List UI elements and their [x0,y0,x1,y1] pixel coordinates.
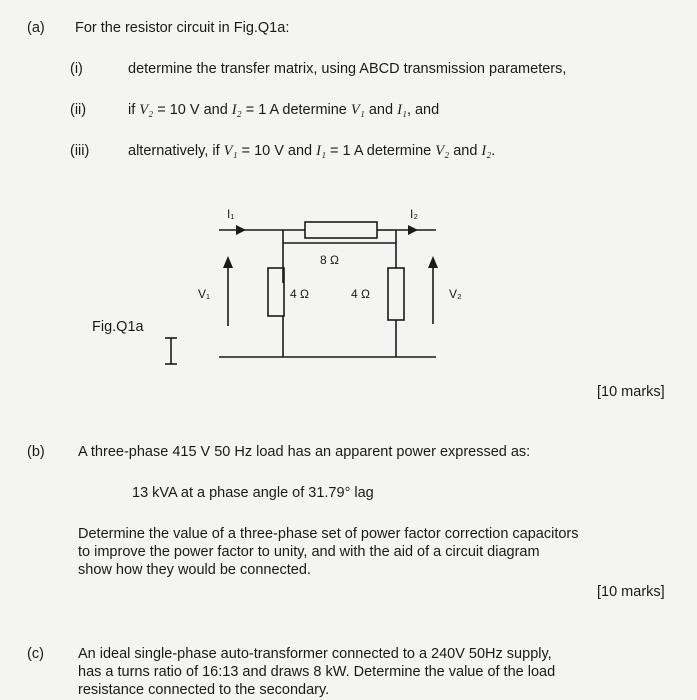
part-b-line-2: to improve the power factor to unity, and with the aid of a circuit diagram [78,544,540,560]
item-iii-text: alternatively, if V₁ = 10 V and I₁ = 1 A determine V₂ and I₂. [128,143,496,159]
current-in-label: I₁ [227,207,235,221]
part-a-marks: [10 marks] [597,384,665,400]
voltage-in-label: V₁ [198,287,211,301]
item-ii-text: if V₂ = 10 V and I₂ = 1 A determine V₁ and I₁, and [128,102,440,118]
part-c-line-1: An ideal single-phase auto-transformer connected to a 240V 50Hz supply, [78,646,552,662]
part-c-label: (c) [27,646,44,662]
series-resistor-label: 8 Ω [320,253,339,267]
part-b-value: 13 kVA at a phase angle of 31.79° lag [132,485,374,501]
item-iii-number: (iii) [70,143,90,159]
part-a-label: (a) [27,20,45,36]
part-b-marks: [10 marks] [597,584,665,600]
item-i-text: determine the transfer matrix, using ABCD transmission parameters, [128,61,567,77]
item-i-number: (i) [70,61,83,77]
part-a-intro: For the resistor circuit in Fig.Q1a: [75,20,290,36]
part-b-line-1: Determine the value of a three-phase set of power factor correction capacitors [78,526,579,542]
current-out-label: I₂ [410,207,418,221]
series-resistor-8ohm [305,222,377,238]
current-arrow-i1 [236,225,246,235]
item-ii-number: (ii) [70,102,87,118]
part-b-label: (b) [27,444,45,460]
part-b-line-3: show how they would be connected. [78,562,311,578]
part-b-intro: A three-phase 415 V 50 Hz load has an apparent power expressed as: [78,444,531,460]
part-c-line-2: has a turns ratio of 16:13 and draws 8 kW. Determine the value of the load [78,664,556,680]
part-c-line-3: resistance connected to the secondary. [78,682,330,698]
figure-caption: Fig.Q1a [92,319,144,335]
voltage-out-label: V₂ [449,287,462,301]
shunt-right-label: 4 Ω [351,287,370,301]
current-arrow-i2 [408,225,418,235]
shunt-resistor-left [268,268,284,316]
shunt-left-label: 4 Ω [290,287,309,301]
shunt-resistor-right [388,268,404,320]
